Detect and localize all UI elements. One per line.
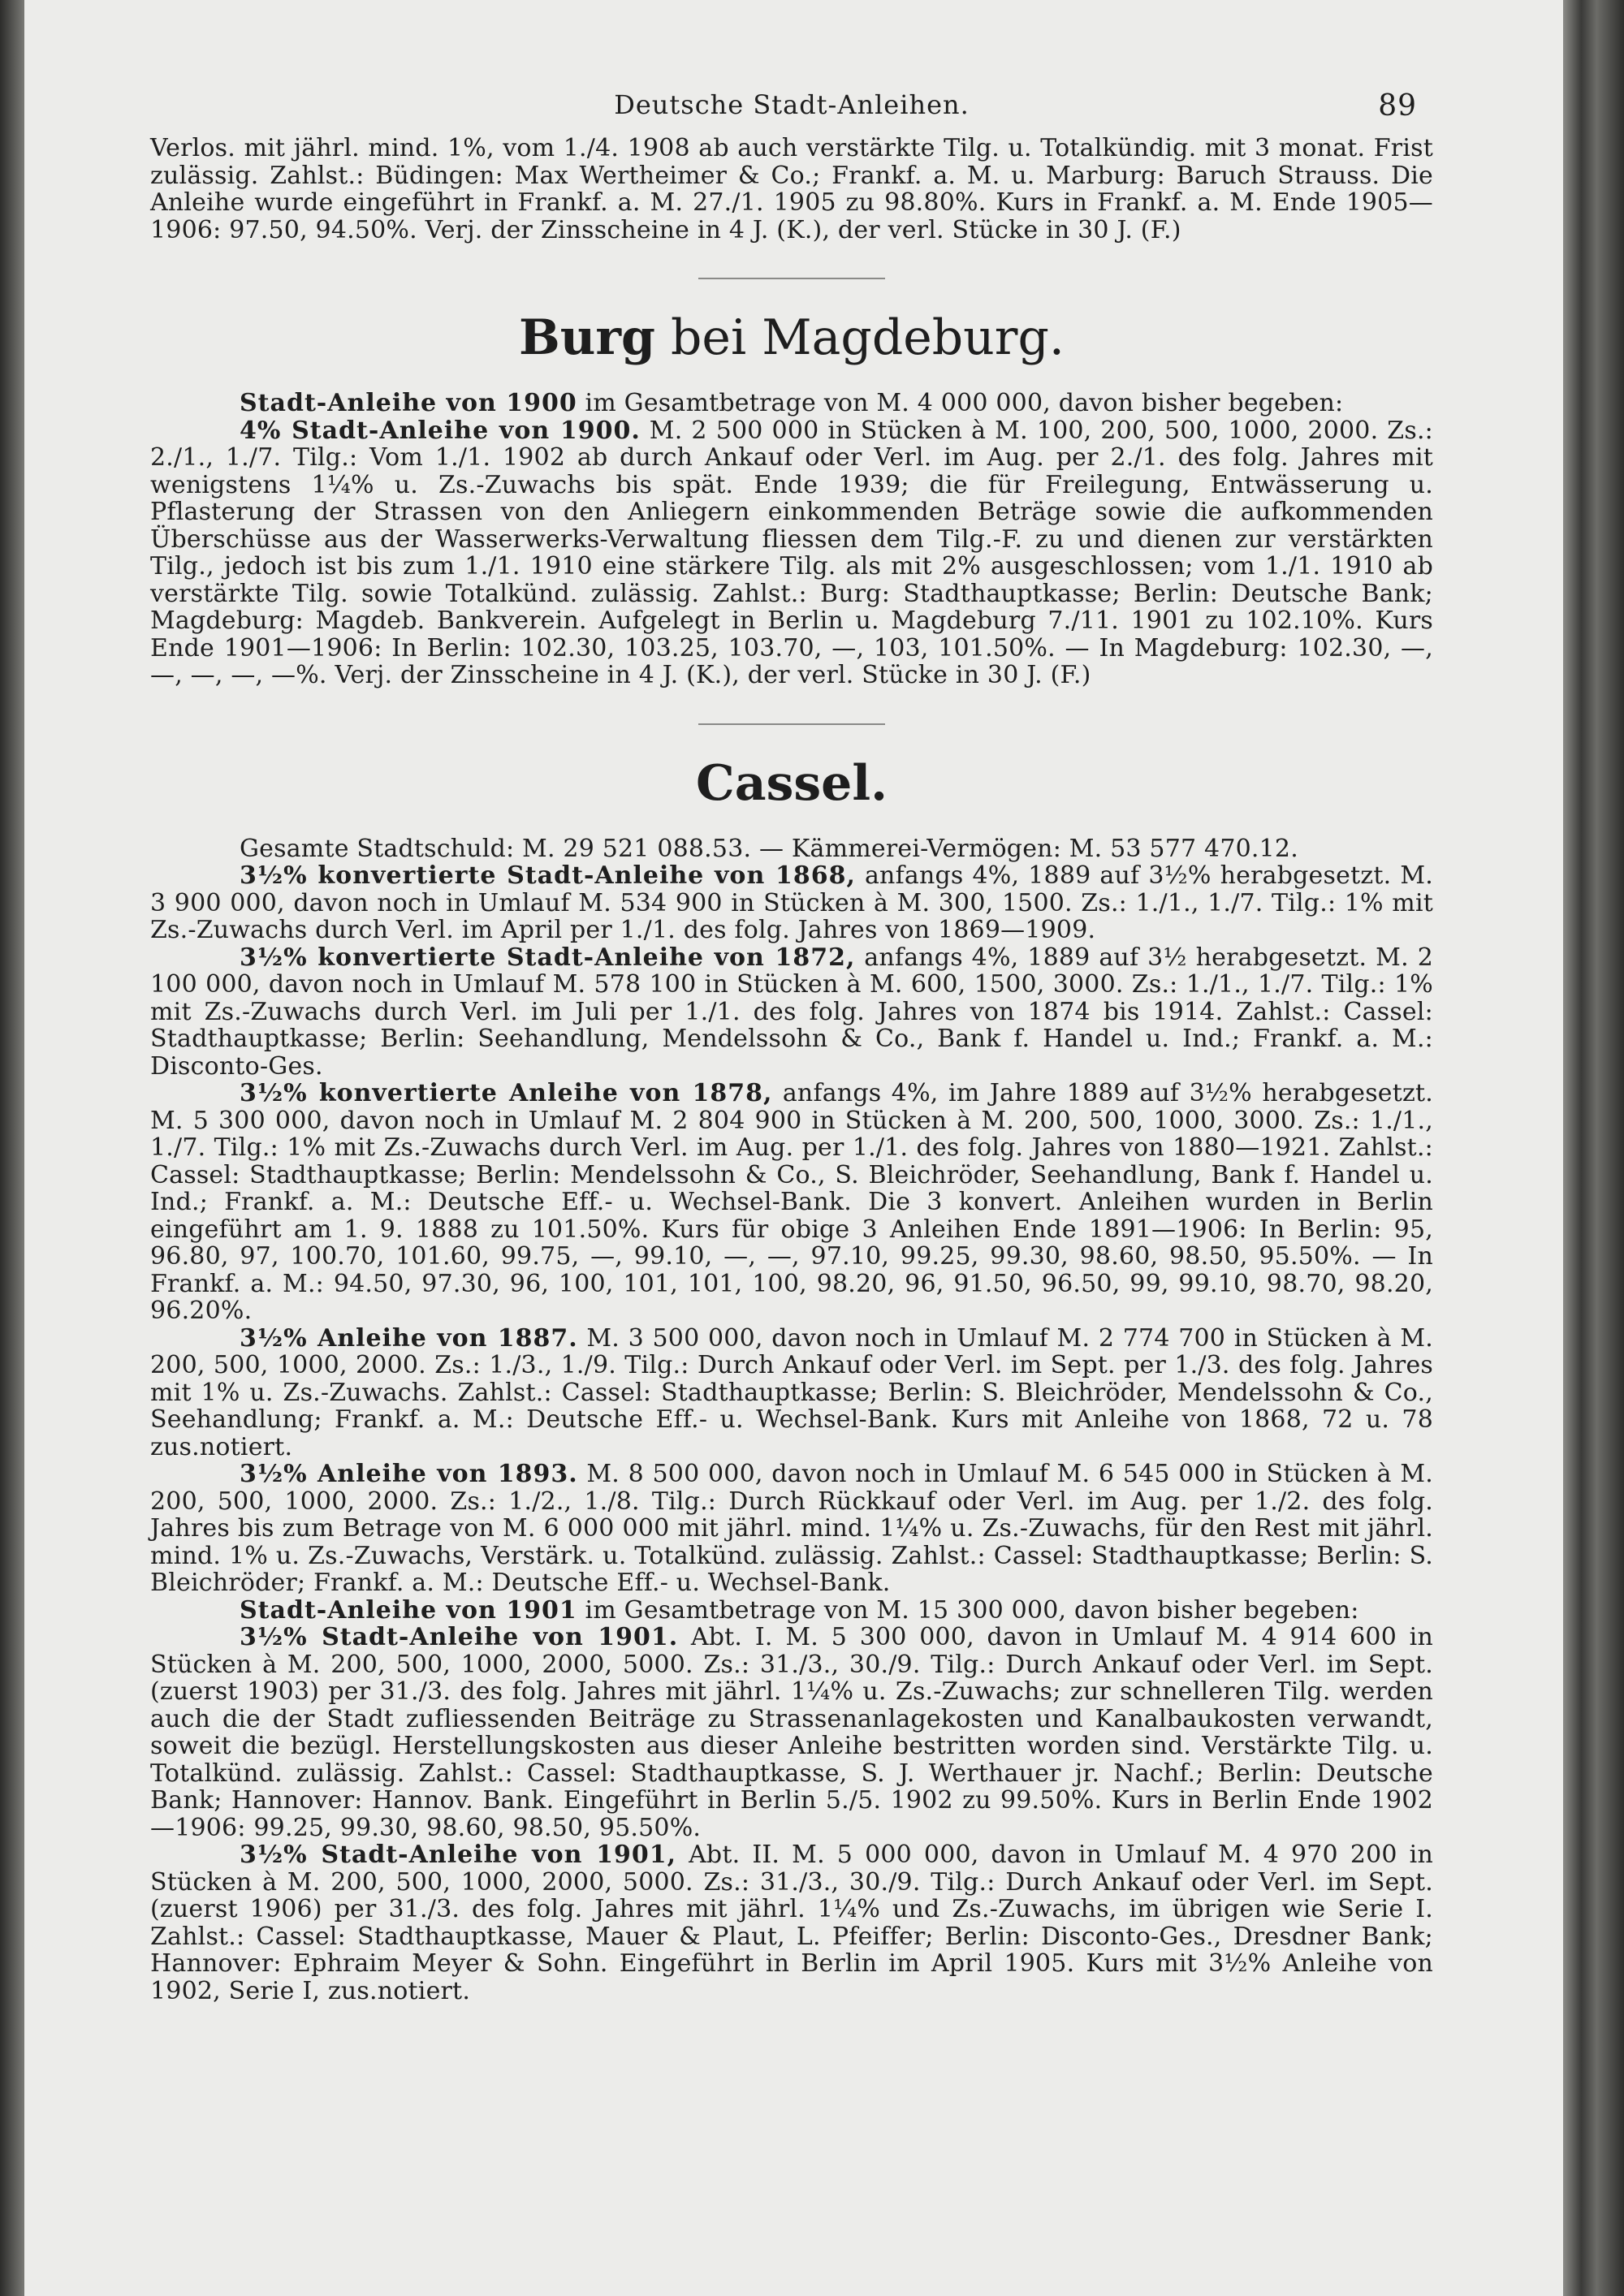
burg-loan-heading	[150, 390, 1433, 417]
intro-paragraph: Verlos. mit jährl. mind. 1%, vom 1./4. 1908 ab auch verstärkte Tilg. u. Totalkündig. mit 3 monat. Frist zulässig. Zahlst.: Büdingen: Max Wertheimer & Co.; Frankf. a. M. u. Marburg: Baruch Strauss. Die Anleihe wurde eingeführt in Frankf. a. M. 27./1. 1905 zu 98.80%. Kurs in Frankf. a. M. Ende 1905—1906: 97.50, 94.50%. Verj. der Zinsscheine in 4 J. (K.), der verl. Stücke in 30 J. (F.)	[150, 134, 1433, 244]
cassel-1901-title: 3½% Stadt-Anleihe von 1901.	[240, 1623, 679, 1651]
burg-loan-entry-title: 4% Stadt-Anleihe von 1900.	[240, 416, 641, 445]
cassel-loan-entry	[150, 944, 1433, 1081]
cassel-1901-entry	[150, 1841, 1433, 2005]
section-title-burg	[150, 307, 1433, 369]
cassel-1901-entry	[150, 1624, 1433, 1841]
section-title-burg-rest: bei Magdeburg.	[654, 309, 1065, 366]
section-divider	[698, 278, 885, 279]
section-divider	[698, 723, 885, 725]
section-title-cassel	[150, 753, 1433, 814]
cassel-1901-text: Abt. I. M. 5 300 000, davon in Umlauf M. 4 914 600 in Stücken à M. 200, 500, 1000, 2000, 5000. Zs.: 31./3., 30./9. Tilg.: Durch Ankauf oder Verl. im Sept. (zuerst 1903) per 31./3. des folg. Jahres mit jährl. 1¼% u. Zs.-Zuwachs; zur schnelleren Tilg. werden auch die der Stadt zufliessenden Beiträge zu Strassenanlagekosten und Kanalbaukosten verwandt, soweit die bezügl. Herstellungskosten aus dieser Anleihe bestritten worden sind. Verstärkte Tilg. u. Totalkünd. zulässig. Zahlst.: Cassel: Stadthauptkasse, S. J. Werthauer jr. Nachf.; Berlin: Deutsche Bank; Hannover: Hannov. Bank. Eingeführt in Berlin 5./5. 1902 zu 99.50%. Kurs in Berlin Ende 1902—1906: 99.25, 99.30, 98.60, 98.50, 95.50%.	[150, 1623, 1433, 1842]
cassel-1901-heading	[150, 1597, 1433, 1625]
cassel-1901-text: Abt. II. M. 5 000 000, davon in Umlauf M. 4 970 200 in Stücken à M. 200, 500, 1000, 2000, 5000. Zs.: 31./3., 30./9. Tilg.: Durch Ankauf oder Verl. im Sept. (zuerst 1906) per 31./3. des folg. Jahres mit jährl. 1¼% und Zs.-Zuwachs, im übrigen wie Serie I. Zahlst.: Cassel: Stadthauptkasse, Mauer & Plaut, L. Pfeiffer; Berlin: Disconto-Ges., Dresdner Bank; Hannover: Ephraim Meyer & Sohn. Eingeführt in Berlin im April 1905. Kurs mit 3½% Anleihe von 1902, Serie I, zus.notiert.	[150, 1841, 1433, 2005]
cassel-loan-title: 3½% Anleihe von 1893.	[240, 1460, 578, 1488]
cassel-loan-title: 3½% Anleihe von 1887.	[240, 1323, 578, 1353]
cassel-loan-text: M. 8 500 000, davon noch in Umlauf M. 6 545 000 in Stücken à M. 200, 500, 1000, 2000. Zs.: 1./2., 1./8. Tilg.: Durch Rückkauf oder Verl. im Aug. per 1./2. des folg. Jahres bis zum Betrage von M. 6 000 000 mit jährl. mind. 1¼% u. Zs.-Zuwachs, für den Rest mit jährl. mind. 1% u. Zs.-Zuwachs, Verstärk. u. Totalkünd. zulässig. Zahlst.: Cassel: Stadthauptkasse; Berlin: S. Bleichröder; Frankf. a. M.: Deutsche Eff.- u. Wechsel-Bank.	[150, 1460, 1433, 1597]
cassel-loan-title: 3½% konvertierte Anleihe von 1878,	[240, 1079, 773, 1107]
cassel-1901-heading-text: im Gesamtbetrage von M. 15 300 000, davon bisher begeben:	[577, 1595, 1359, 1625]
cassel-1901-title: 3½% Stadt-Anleihe von 1901,	[240, 1841, 677, 1869]
cassel-loan-text: anfangs 4%, im Jahre 1889 auf 3½% herabgesetzt. M. 5 300 000, davon noch in Umlauf M. 2 804 900 in Stücken à M. 200, 500, 1000, 3000. Zs.: 1./1., 1./7. Tilg.: 1% mit Zs.-Zuwachs durch Verl. im Aug. per 1./1. des folg. Jahres von 1880—1921. Zahlst.: Cassel: Stadthauptkasse; Berlin: Mendelssohn & Co., S. Bleichröder, Seehandlung, Bank f. Handel u. Ind.; Frankf. a. M.: Deutsche Eff.- u. Wechsel-Bank. Die 3 konvert. Anleihen wurden in Berlin eingeführt am 1. 9. 1888 zu 101.50%. Kurs für obige 3 Anleihen Ende 1891—1906: In Berlin: 95, 96.80, 97, 100.70, 101.60, 99.75, —, 99.10, —, —, 97.10, 99.25, 99.30, 98.60, 98.50, 95.50%. — In Frankf. a. M.: 94.50, 97.30, 96, 100, 101, 101, 100, 98.20, 96, 91.50, 96.50, 99, 99.10, 98.70, 98.20, 96.20%.	[150, 1079, 1433, 1325]
scan-left-edge	[0, 0, 24, 2296]
burg-loan-heading-text: im Gesamtbetrage von M. 4 000 000, davon bisher begeben:	[577, 389, 1344, 417]
cassel-loan-text: M. 3 500 000, davon noch in Umlauf M. 2 774 700 in Stücken à M. 200, 500, 1000, 2000. Zs.: 1./3., 1./9. Tilg.: Durch Ankauf oder Verl. im Sept. per 1./3. des folg. Jahres mit 1% u. Zs.-Zuwachs. Zahlst.: Cassel: Stadthauptkasse; Berlin: S. Bleichröder, Mendelssohn & Co., Seehandlung; Frankf. a. M.: Deutsche Eff.- u. Wechsel-Bank. Kurs mit Anleihe von 1868, 72 u. 78 zus.notiert.	[150, 1323, 1433, 1461]
cassel-1901-heading-title: Stadt-Anleihe von 1901	[240, 1595, 577, 1625]
burg-loan-entry-text: M. 2 500 000 in Stücken à M. 100, 200, 500, 1000, 2000. Zs.: 2./1., 1./7. Tilg.: Vom 1./1. 1902 ab durch Ankauf oder Verl. im Aug. per 2./1. des folg. Jahres mit wenigstens 1¼% u. Zs.-Zuwachs bis spät. Ende 1939; die für Freilegung, Entwässerung u. Pflasterung der Strassen von den Anliegern einkommenden Beträge sowie die aufkommenden Überschüsse aus der Wasserwerks-Verwaltung fliessen dem Tilg.-F. zu und dienen zur verstärkten Tilg., jedoch ist bis zum 1./1. 1910 eine stärkere Tilg. als mit 2% ausgeschlossen; vom 1./1. 1910 ab verstärkte Tilg. sowie Totalkünd. zulässig. Zahlst.: Burg: Stadthauptkasse; Berlin: Deutsche Bank; Magdeburg: Magdeb. Bankverein. Aufgelegt in Berlin u. Magdeburg 7./11. 1901 zu 102.10%. Kurs Ende 1901—1906: In Berlin: 102.30, 103.25, 103.70, —, 103, 101.50%. — In Magdeburg: 102.30, —, —, —, —, —%. Verj. der Zinsscheine in 4 J. (K.), der verl. Stücke in 30 J. (F.)	[150, 416, 1433, 689]
burg-loan-entry	[150, 417, 1433, 689]
cassel-loan-entry	[150, 1325, 1433, 1461]
burg-loan-heading-title: Stadt-Anleihe von 1900	[240, 389, 577, 417]
book-page	[24, 0, 1563, 2296]
cassel-loan-entry	[150, 1461, 1433, 1597]
running-head-title: Deutsche Stadt-Anleihen.	[614, 89, 970, 120]
cassel-summary: Gesamte Stadtschuld: M. 29 521 088.53. — Kämmerei-Vermögen: M. 53 577 470.12.	[240, 834, 1298, 863]
scan-right-edge	[1563, 0, 1624, 2296]
section-title-burg-bold: Burg	[519, 309, 655, 366]
cassel-loan-text: anfangs 4%, 1889 auf 3½ herabgesetzt. M. 2 100 000, davon noch in Umlauf M. 578 100 in Stücken à M. 600, 1500, 3000. Zs.: 1./1., 1./7. Tilg.: 1% mit Zs.-Zuwachs durch Verl. im Juli per 1./1. des folg. Jahres von 1874 bis 1914. Zahlst.: Cassel: Stadthauptkasse; Berlin: Seehandlung, Mendelssohn & Co., Bank f. Handel u. Ind.; Frankf. a. M.: Disconto-Ges.	[150, 943, 1433, 1081]
page-number: 89	[1378, 89, 1417, 123]
cassel-loan-entry	[150, 1080, 1433, 1325]
section-title-cassel-text: Cassel.	[695, 754, 888, 812]
cassel-loan-text: anfangs 4%, 1889 auf 3½% herabgesetzt. M. 3 900 000, davon noch in Umlauf M. 534 900 in Stücken à M. 300, 1500. Zs.: 1./1., 1./7. Tilg.: 1% mit Zs.-Zuwachs durch Verl. im April per 1./1. des folg. Jahres von 1869—1909.	[150, 861, 1433, 944]
running-head	[150, 89, 1433, 135]
cassel-loan-title: 3½% konvertierte Stadt-Anleihe von 1868,	[240, 861, 856, 890]
cassel-loan-entry	[150, 862, 1433, 944]
cassel-loan-title: 3½% konvertierte Stadt-Anleihe von 1872,	[240, 943, 856, 972]
